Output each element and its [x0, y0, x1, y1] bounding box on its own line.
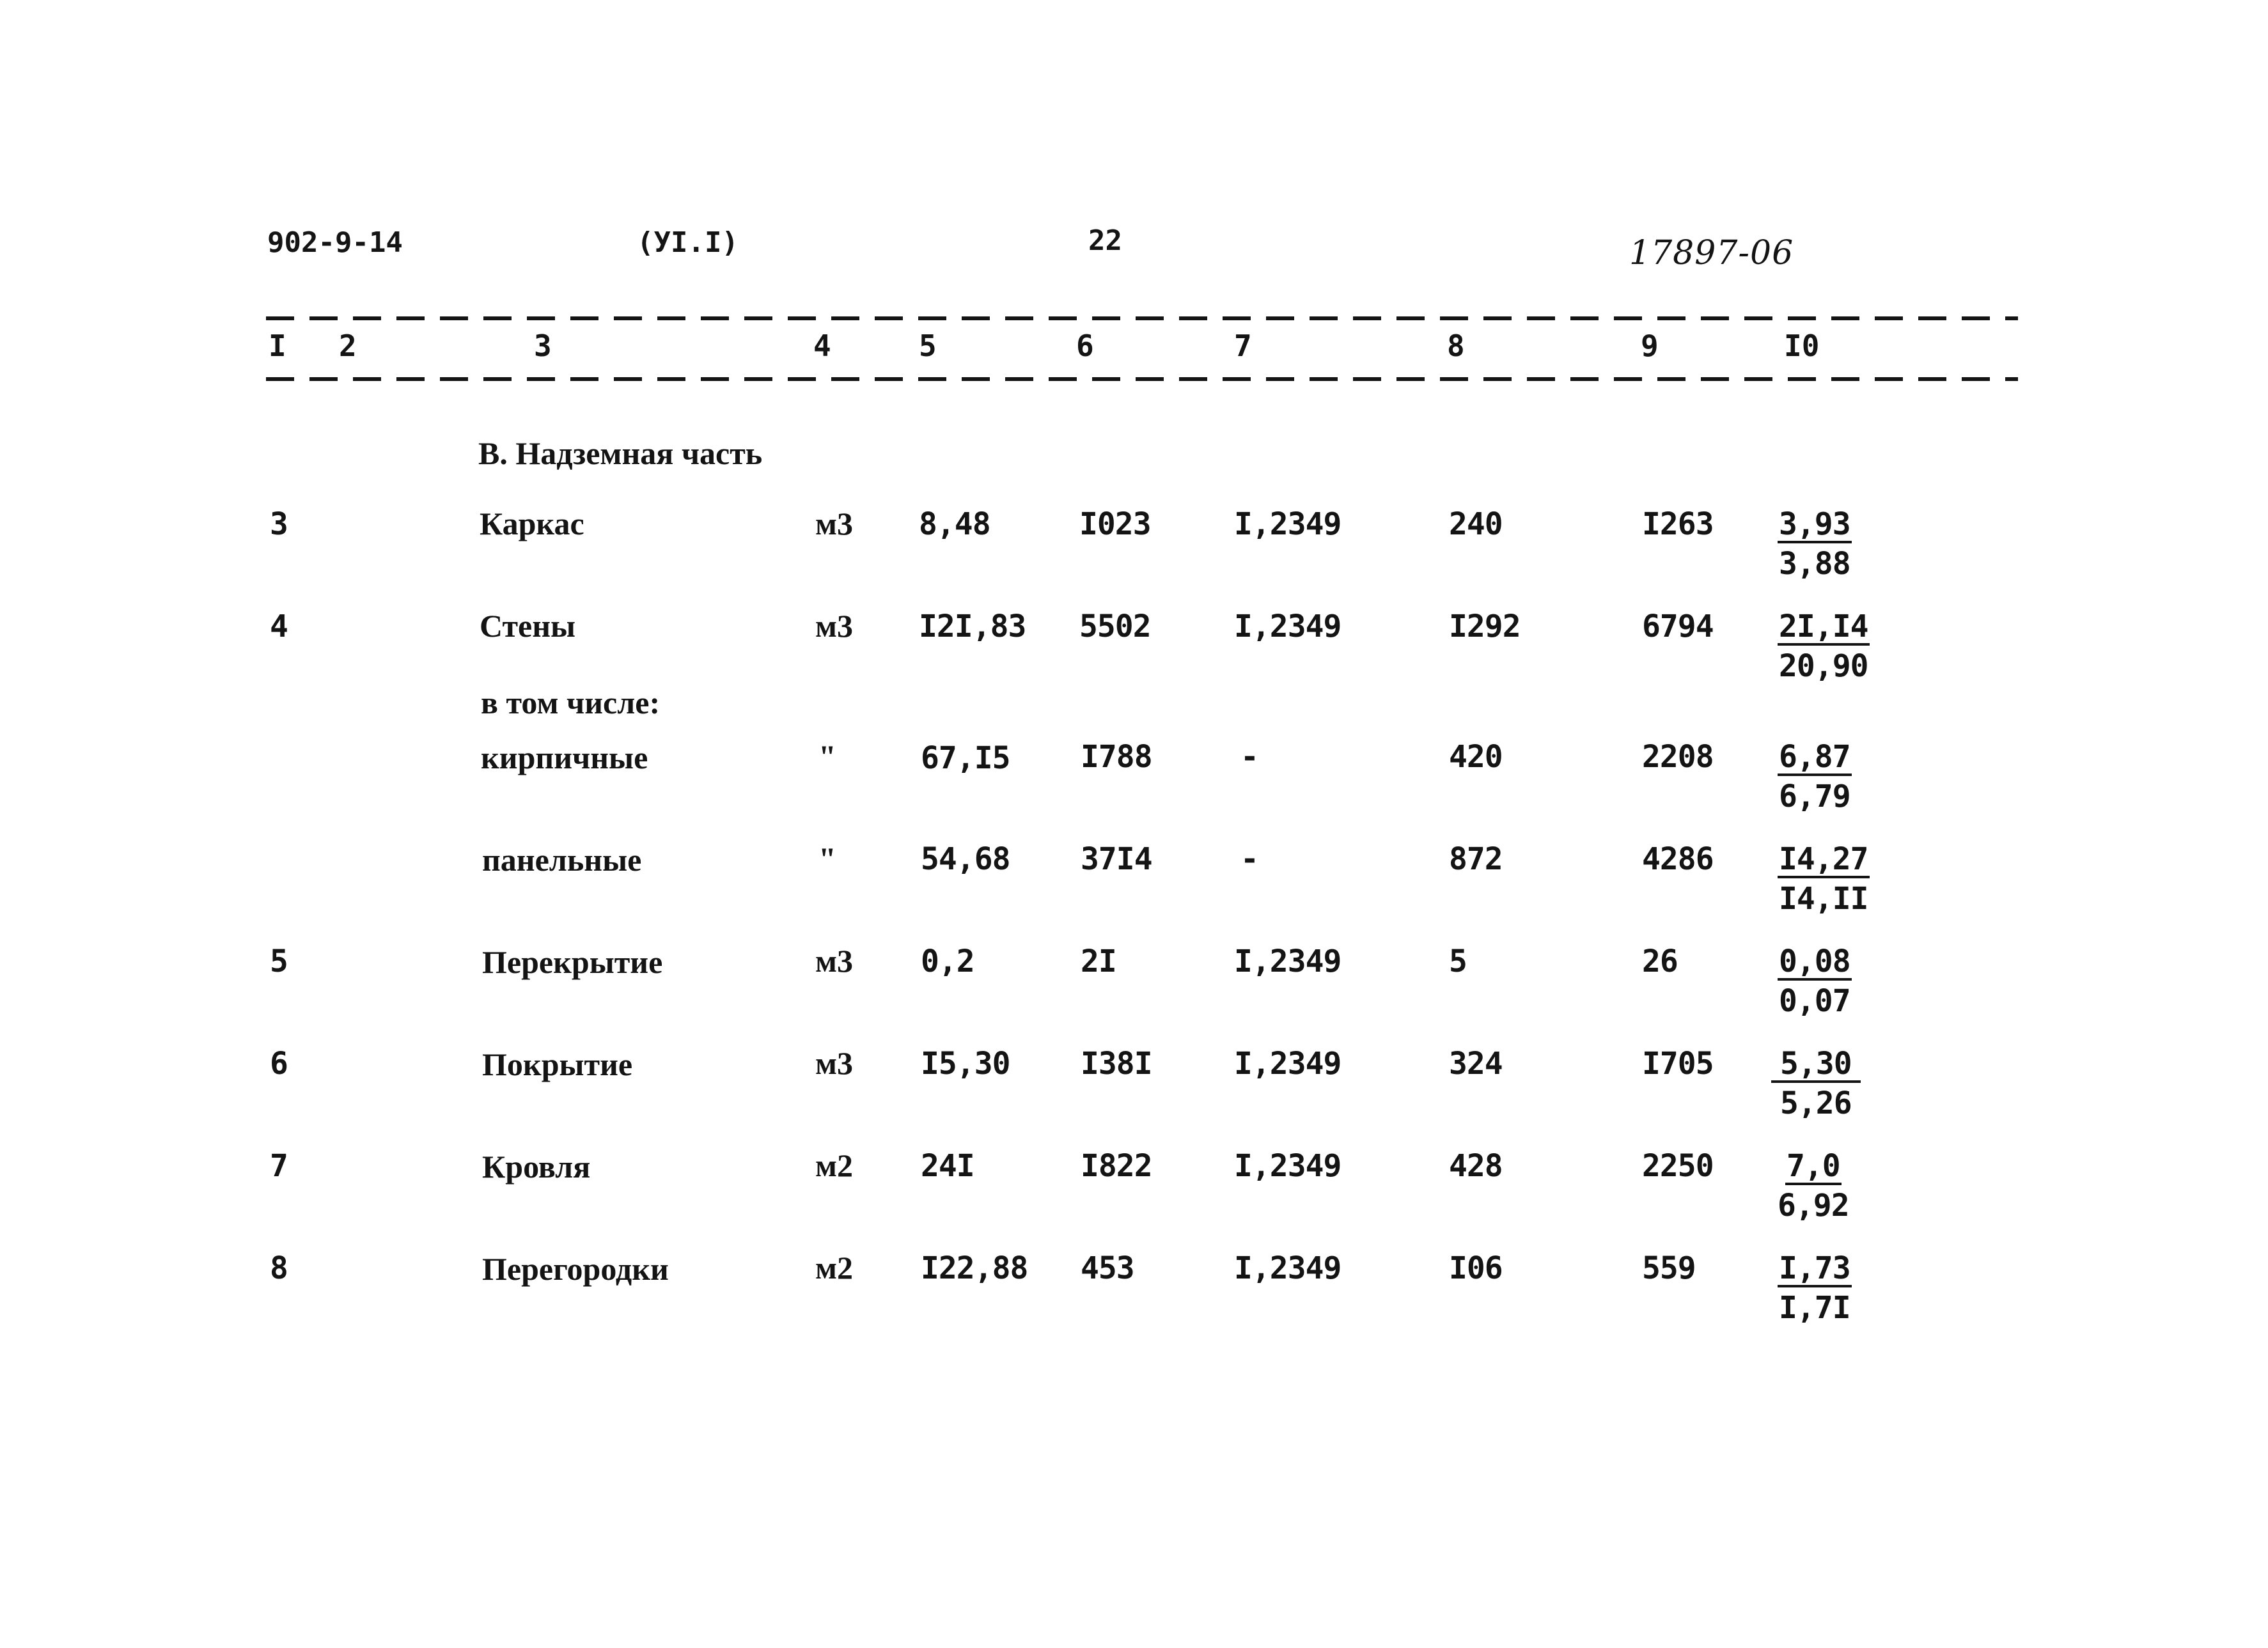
- cell-col9: 4286: [1642, 841, 1714, 877]
- row-number: 7: [270, 1148, 288, 1184]
- fraction-numerator: I4,27: [1779, 841, 1868, 877]
- row-number: 5: [270, 944, 288, 979]
- row-number: 6: [270, 1046, 288, 1082]
- cell-col8: 5: [1449, 944, 1467, 979]
- cell-col8: I292: [1449, 609, 1521, 644]
- fraction-value: [1778, 841, 1870, 917]
- unit: м3: [815, 608, 854, 644]
- fraction-numerator: 6,87: [1779, 739, 1850, 775]
- coefficient: -: [1240, 739, 1258, 775]
- quantity: I22,88: [921, 1250, 1028, 1286]
- fraction-denominator: 20,90: [1779, 648, 1868, 684]
- coefficient: I,2349: [1234, 506, 1341, 542]
- column-number: 8: [1447, 329, 1465, 363]
- unit: м3: [815, 943, 854, 979]
- fraction-denominator: 5,26: [1780, 1085, 1852, 1121]
- page-number: 22: [1088, 224, 1122, 257]
- cell-col6: 5502: [1079, 609, 1151, 644]
- coefficient: I,2349: [1234, 1250, 1341, 1286]
- cell-col6: I822: [1081, 1148, 1152, 1184]
- unit: ": [818, 738, 836, 774]
- header-top-rule: [266, 316, 2018, 320]
- fraction-numerator: I,73: [1779, 1250, 1850, 1286]
- section-code: (УI.I): [637, 226, 739, 259]
- fraction-value: [1778, 944, 1852, 1019]
- cell-col6: I788: [1081, 739, 1152, 775]
- cell-col8: 872: [1449, 841, 1503, 877]
- item-name: панельные: [482, 842, 642, 878]
- column-number: I0: [1784, 329, 1820, 363]
- column-number: 2: [339, 329, 357, 363]
- item-name: Перекрытие: [482, 944, 663, 980]
- item-name: Стены: [480, 608, 576, 644]
- fraction-numerator: 5,30: [1771, 1048, 1861, 1083]
- cell-col8: 240: [1449, 506, 1503, 542]
- item-name: Кровля: [482, 1149, 591, 1185]
- unit: м3: [815, 506, 854, 541]
- cell-col6: I38I: [1081, 1046, 1152, 1082]
- fraction-numerator: 2I,I4: [1779, 609, 1868, 644]
- coefficient: I,2349: [1234, 944, 1341, 979]
- fraction-numerator: 7,0: [1786, 1148, 1840, 1184]
- cell-col8: 428: [1449, 1148, 1503, 1184]
- fraction-denominator: 6,92: [1778, 1188, 1849, 1224]
- document-code: 902-9-14: [267, 226, 403, 259]
- fraction-denominator: I4,II: [1779, 881, 1868, 917]
- quantity: 24I: [921, 1148, 974, 1184]
- unit: м2: [815, 1147, 854, 1183]
- fraction-denominator: 3,88: [1779, 546, 1850, 582]
- fraction-value: [1778, 1250, 1852, 1326]
- cell-col9: 2208: [1642, 739, 1714, 775]
- fraction-numerator: 0,08: [1779, 944, 1850, 979]
- unit: ": [818, 841, 836, 876]
- fraction-value: [1778, 609, 1870, 684]
- cell-col8: 420: [1449, 739, 1503, 775]
- fraction-value: [1771, 1048, 1861, 1119]
- fraction-numerator: 3,93: [1779, 506, 1850, 542]
- column-number: I: [269, 329, 286, 363]
- cell-col9: 6794: [1642, 609, 1714, 644]
- inventory-number: 17897-06: [1629, 234, 1794, 272]
- item-name: Покрытие: [482, 1046, 633, 1082]
- row-number: 8: [270, 1250, 288, 1286]
- quantity: I5,30: [921, 1046, 1010, 1082]
- fraction-value: [1778, 739, 1852, 814]
- cell-col9: 26: [1642, 944, 1678, 979]
- subsection-label: в том числе:: [481, 685, 661, 720]
- fraction-denominator: I,7I: [1779, 1290, 1850, 1326]
- column-number: 4: [813, 329, 831, 363]
- unit: м3: [815, 1045, 854, 1081]
- column-number: 6: [1076, 329, 1094, 363]
- cell-col6: 37I4: [1081, 841, 1152, 877]
- row-number: 3: [270, 506, 288, 542]
- cell-col9: 559: [1642, 1250, 1696, 1286]
- coefficient: I,2349: [1234, 1148, 1341, 1184]
- fraction-value: [1778, 1148, 1849, 1224]
- item-name: Перегородки: [482, 1251, 669, 1287]
- cell-col6: 2I: [1081, 944, 1116, 979]
- item-name: кирпичные: [481, 740, 648, 775]
- section-title: В. Надземная часть: [478, 435, 763, 471]
- row-number: 4: [270, 609, 288, 644]
- column-number: 3: [534, 329, 552, 363]
- cell-col6: I023: [1079, 506, 1151, 542]
- quantity: 0,2: [921, 944, 974, 979]
- coefficient: -: [1240, 841, 1258, 877]
- cell-col9: I705: [1642, 1046, 1714, 1082]
- quantity: 8,48: [919, 506, 990, 542]
- cell-col9: 2250: [1642, 1148, 1714, 1184]
- coefficient: I,2349: [1234, 1046, 1341, 1082]
- unit: м2: [815, 1250, 854, 1286]
- coefficient: I,2349: [1234, 609, 1341, 644]
- column-number: 5: [919, 329, 937, 363]
- column-number: 9: [1641, 329, 1659, 363]
- quantity: 67,I5: [921, 740, 1010, 776]
- header-bottom-rule: [266, 377, 2018, 381]
- item-name: Каркас: [480, 506, 584, 541]
- fraction-denominator: 6,79: [1779, 779, 1850, 814]
- quantity: I2I,83: [919, 609, 1026, 644]
- cell-col9: I263: [1642, 506, 1714, 542]
- fraction-value: [1778, 506, 1852, 582]
- fraction-denominator: 0,07: [1779, 983, 1850, 1019]
- cell-col6: 453: [1081, 1250, 1134, 1286]
- quantity: 54,68: [921, 841, 1010, 877]
- cell-col8: 324: [1449, 1046, 1503, 1082]
- cell-col8: I06: [1449, 1250, 1503, 1286]
- column-number: 7: [1234, 329, 1252, 363]
